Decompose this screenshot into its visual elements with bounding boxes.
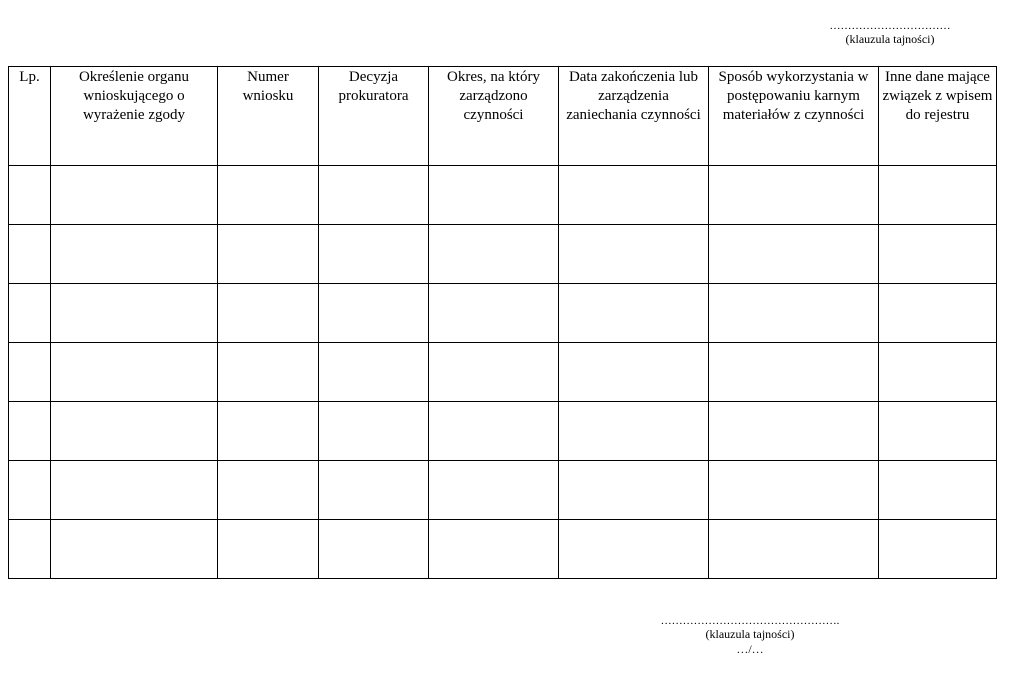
header-prosecutor-decision: Decyzja prokuratora <box>319 67 429 166</box>
table-cell <box>319 520 429 579</box>
table-cell <box>709 343 879 402</box>
table-body <box>9 166 997 579</box>
table-cell <box>218 520 319 579</box>
table-cell <box>218 284 319 343</box>
header-lp: Lp. <box>9 67 51 166</box>
table-cell <box>559 343 709 402</box>
table-cell <box>879 402 997 461</box>
table-cell <box>879 461 997 520</box>
bottom-clause-label: (klauzula tajności) <box>705 627 795 641</box>
register-table <box>8 66 997 579</box>
table-cell <box>319 225 429 284</box>
table-cell <box>218 461 319 520</box>
table-cell <box>429 520 559 579</box>
table-cell <box>319 343 429 402</box>
page-number: …/… <box>736 642 764 656</box>
top-clause-dots: …………………………… <box>829 20 951 32</box>
table-cell <box>51 461 218 520</box>
table-cell <box>559 461 709 520</box>
table-cell <box>9 225 51 284</box>
table-cell <box>9 520 51 579</box>
header-usage-method: Sposób wykorzystania w postępowaniu karnym materiałów z czynności <box>709 67 879 166</box>
header-other-data: Inne dane mające związek z wpisem do rejestru <box>879 67 997 166</box>
table-cell <box>218 225 319 284</box>
table-cell <box>429 284 559 343</box>
table-cell <box>319 166 429 225</box>
top-clause-label: (klauzula tajności) <box>845 32 935 46</box>
table-cell <box>9 343 51 402</box>
bottom-classification-clause <box>600 615 900 657</box>
table-cell <box>429 402 559 461</box>
table-row <box>9 520 997 579</box>
table-cell <box>709 520 879 579</box>
table-header-row <box>9 67 997 166</box>
table-cell <box>879 520 997 579</box>
top-classification-clause <box>790 20 990 47</box>
table-cell <box>319 461 429 520</box>
table-row <box>9 225 997 284</box>
header-request-number: Numer wniosku <box>218 67 319 166</box>
table-cell <box>9 402 51 461</box>
header-period: Okres, na który zarządzono czynności <box>429 67 559 166</box>
table-cell <box>9 284 51 343</box>
table-cell <box>9 461 51 520</box>
header-requesting-authority: Określenie organu wnioskującego o wyrażenie zgody <box>51 67 218 166</box>
table-row <box>9 166 997 225</box>
table-cell <box>429 166 559 225</box>
table-cell <box>709 284 879 343</box>
table-cell <box>559 284 709 343</box>
table-cell <box>218 343 319 402</box>
table-cell <box>559 402 709 461</box>
table-cell <box>879 284 997 343</box>
table-cell <box>9 166 51 225</box>
table-cell <box>429 461 559 520</box>
table-cell <box>559 520 709 579</box>
table-cell <box>51 225 218 284</box>
table-cell <box>709 402 879 461</box>
table-cell <box>879 166 997 225</box>
table-cell <box>429 225 559 284</box>
table-cell <box>218 402 319 461</box>
table-cell <box>709 166 879 225</box>
table-cell <box>51 520 218 579</box>
table-cell <box>51 166 218 225</box>
table-cell <box>429 343 559 402</box>
table-row <box>9 343 997 402</box>
table-row <box>9 461 997 520</box>
table-cell <box>51 284 218 343</box>
table-cell <box>879 225 997 284</box>
table-cell <box>51 402 218 461</box>
header-completion-date: Data zakończenia lub zarządzenia zaniechania czynności <box>559 67 709 166</box>
table-cell <box>218 166 319 225</box>
table-cell <box>709 225 879 284</box>
table-cell <box>709 461 879 520</box>
table-cell <box>879 343 997 402</box>
table-row <box>9 284 997 343</box>
table-cell <box>51 343 218 402</box>
table-cell <box>559 166 709 225</box>
bottom-clause-dots: …………………………………………. <box>660 615 840 627</box>
table-cell <box>559 225 709 284</box>
table-cell <box>319 402 429 461</box>
table-row <box>9 402 997 461</box>
table-cell <box>319 284 429 343</box>
